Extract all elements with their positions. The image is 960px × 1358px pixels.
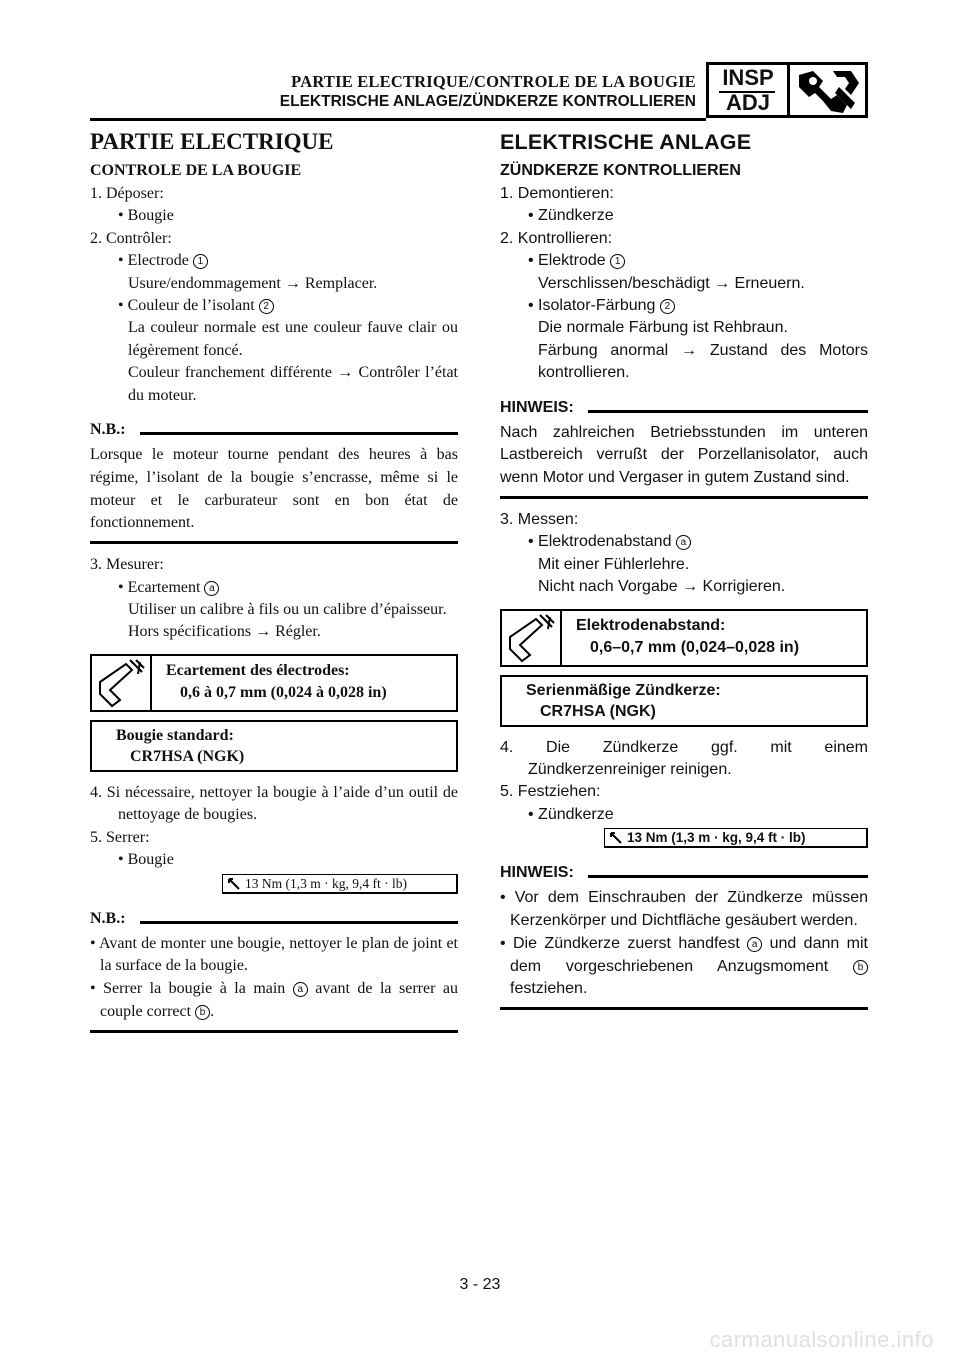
step-3-text1-de: Mit einer Fühlerlehre. (538, 555, 690, 573)
step-4-fr: 4. Si nécessaire, nettoyer la bougie à l’aide d’un outil de nettoyage de bougies. (90, 783, 458, 824)
note-2-text-de (500, 884, 868, 1010)
callout-a-fr: a (204, 581, 219, 596)
step-2-bullet-2-text2-fr: Couleur franchement différente → Contrôler l’état du moteur. (128, 364, 458, 404)
german-column (500, 125, 868, 1010)
standard-value-fr: CR7HSA (NGK) (130, 747, 245, 765)
caliper-icon (502, 611, 562, 665)
step-3-de: 3. Messen: (500, 511, 579, 529)
step-2-bullet-2-text2-de: Färbung anormal → Zustand des Motors kontrollieren. (538, 341, 868, 382)
standard-box-de (500, 675, 868, 727)
note-1-fr (90, 419, 458, 441)
note-2-bullet-1-de: • Vor dem Einschrauben der Zündkerze müssen Kerzenkörper und Dichtfläche gesäubert werden. (500, 889, 868, 930)
standard-label-fr: Bougie standard: (116, 726, 234, 744)
spec-box-fr (90, 654, 458, 712)
step-3-bullet-de: • Elektrodenabstand a (500, 531, 868, 553)
callout-2-de: 2 (660, 299, 675, 314)
note-2-fr (90, 908, 458, 930)
section-heading-fr: PARTIE ELECTRIQUE (90, 129, 334, 154)
french-column (90, 125, 458, 1033)
note-2-label-de: HINWEIS: (500, 864, 574, 882)
insp-adj-badge (706, 62, 868, 118)
subheading-de: ZÜNDKERZE KONTROLLIEREN (500, 162, 741, 179)
spec-value-fr: 0,6 à 0,7 mm (0,024 à 0,028 in) (180, 683, 387, 701)
page-number: 3 - 23 (459, 1276, 501, 1293)
step-2-bullet-2-text1-de: Die normale Färbung ist Rehbraun. (538, 319, 788, 337)
step-2-bullet-1-text-de: Verschlissen/beschädigt → Erneuern. (538, 274, 805, 292)
step-5-fr: 5. Serrer: (90, 828, 150, 846)
spec-label-fr: Ecartement des électrodes: (166, 661, 350, 679)
callout-a-de: a (676, 535, 691, 550)
callout-2-fr: 2 (259, 299, 274, 314)
note-2-de (500, 862, 868, 884)
section-heading-de: ELEKTRISCHE ANLAGE (500, 130, 752, 154)
note-2-text-fr (90, 930, 458, 1033)
step-3-bullet-fr: • Ecartement a (90, 577, 458, 599)
spec-label-de: Elektrodenabstand: (576, 616, 726, 634)
step-2-bullet-2-fr: • Couleur de l’isolant 2 (90, 295, 458, 317)
step-5-de: 5. Festziehen: (500, 783, 601, 801)
torque-value-de: 13 Nm (1,3 m · kg, 9,4 ft · lb) (627, 830, 806, 846)
step-1-de: 1. Demontieren: (500, 185, 614, 202)
step-2-fr: 2. Contrôler: (90, 229, 172, 247)
step-1-bullet-fr: • Bougie (118, 207, 174, 225)
note-2-label-fr: N.B.: (90, 909, 126, 927)
badge-insp-label: INSP (722, 65, 774, 90)
step-3-text2-de: Nicht nach Vorgabe → Korrigieren. (538, 578, 786, 596)
subheading-fr: CONTROLE DE LA BOUGIE (90, 162, 302, 179)
torque-spec-fr (90, 874, 458, 894)
callout-1-de: 1 (610, 254, 625, 269)
badge-adj-label: ADJ (725, 90, 770, 115)
torque-value-fr: 13 Nm (1,3 m · kg, 9,4 ft · lb) (245, 875, 407, 891)
note-1-label-fr: N.B.: (90, 421, 126, 439)
step-2-bullet-1-de: • Elektrode 1 (500, 250, 868, 272)
note-1-label-de: HINWEIS: (500, 398, 574, 416)
step-3-text2-fr: Hors spécifications → Régler. (128, 623, 321, 641)
step-2-de: 2. Kontrollieren: (500, 229, 613, 247)
watermark: carmanualsonline.info (709, 1327, 934, 1352)
standard-value-de: CR7HSA (NGK) (540, 702, 656, 720)
header-rule (90, 118, 706, 121)
step-2-bullet-1-text-fr: Usure/endommagement → Remplacer. (128, 274, 378, 292)
torque-wrench-icon (227, 877, 241, 891)
step-5-bullet-fr: • Bougie (118, 851, 174, 869)
header-title-de: ELEKTRISCHE ANLAGE/ZÜNDKERZE KONTROLLIEREN (279, 93, 696, 110)
step-5-bullet-de: • Zündkerze (528, 805, 614, 823)
caliper-icon (92, 656, 152, 710)
step-1-fr: 1. Déposer: (90, 185, 164, 202)
standard-box-fr (90, 720, 458, 772)
step-2-bullet-2-text1-fr: La couleur normale est une couleur fauve clair ou légèrement foncé. (128, 319, 458, 359)
step-1-bullet-de: • Zündkerze (528, 207, 614, 225)
note-1-text-de: Nach zahlreichen Betriebsstunden im unteren Lastbereich verrußt der Porzellanisolator, auch wenn Motor und Vergaser in gutem Zustand sind. (500, 419, 868, 499)
step-2-bullet-1-fr: • Electrode 1 (90, 250, 458, 272)
standard-label-de: Serienmäßige Zündkerze: (526, 681, 721, 699)
torque-spec-de (500, 828, 868, 848)
spec-value-de: 0,6–0,7 mm (0,024–0,028 in) (590, 638, 800, 656)
step-3-text1-fr: Utiliser un calibre à fils ou un calibre d’épaisseur. (128, 601, 447, 619)
header-title-fr: PARTIE ELECTRIQUE/CONTROLE DE LA BOUGIE (291, 72, 696, 91)
step-3-fr: 3. Mesurer: (90, 556, 164, 574)
wrench-icon (793, 67, 863, 115)
note-1-de (500, 397, 868, 419)
step-2-bullet-2-de: • Isolator-Färbung 2 (500, 295, 868, 317)
callout-1-fr: 1 (193, 254, 208, 269)
spec-box-de (500, 609, 868, 667)
torque-wrench-icon (609, 831, 623, 845)
step-4-de: 4. Die Zündkerze ggf. mit einem Zündkerzenreiniger reinigen. (500, 738, 868, 779)
note-2-bullet-2-de: • Die Zündkerze zuerst handfest a und dann mit dem vorgeschriebenen Anzugsmoment b festziehen. (500, 934, 868, 998)
note-2-bullet-2-fr: • Serrer la bougie à la main a avant de la serrer au couple correct b . (90, 980, 459, 1020)
note-2-bullet-1-fr: • Avant de monter une bougie, nettoyer le plan de joint et la surface de la bougie. (90, 934, 458, 975)
note-1-text-fr: Lorsque le moteur tourne pendant des heures à bas régime, l’isolant de la bougie s’encrasse, même si le moteur et le carburateur sont en bon état de fonctionnement. (90, 441, 458, 544)
